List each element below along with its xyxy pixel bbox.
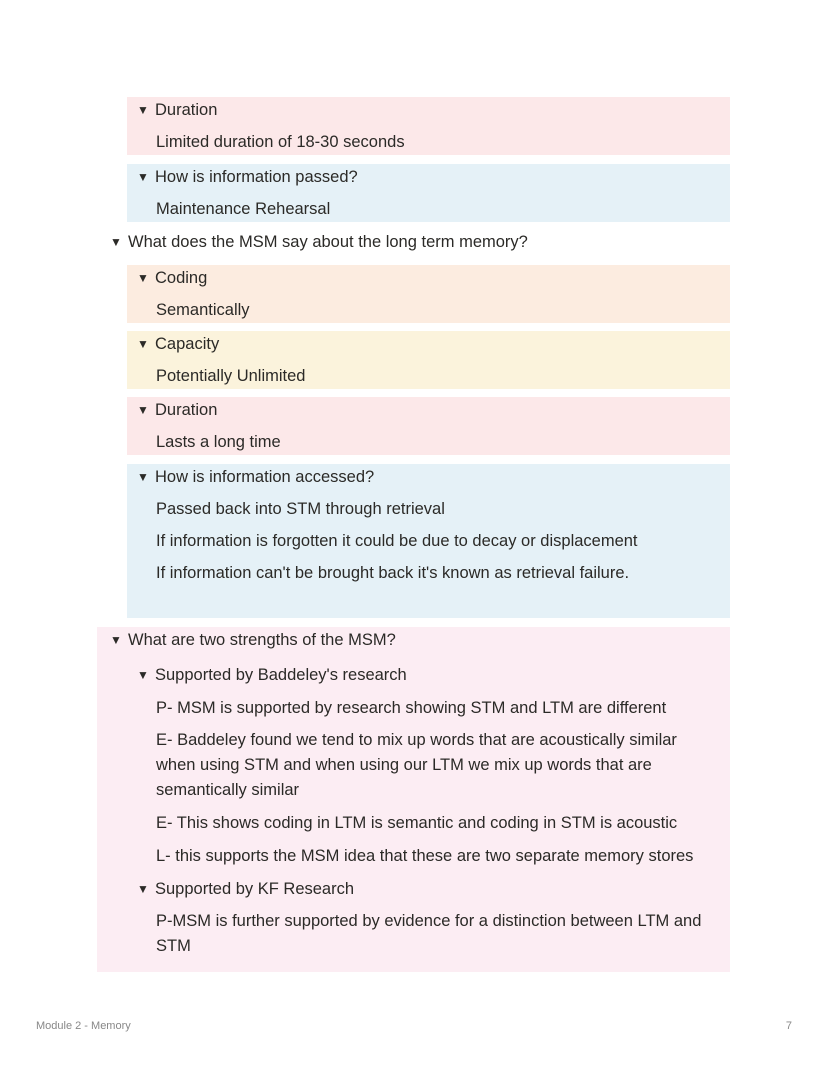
toggle-strengths	[97, 627, 730, 972]
toggle-title: How is information accessed?	[155, 468, 375, 486]
toggle-title: What are two strengths of the MSM?	[128, 631, 396, 649]
toggle-title: Coding	[155, 269, 208, 287]
toggle-text: P- MSM is supported by research showing STM and LTM are different	[156, 699, 667, 717]
toggle-stm-passed	[127, 164, 730, 222]
toggle-header[interactable]	[127, 464, 730, 490]
toggle-text: E- This shows coding in LTM is semantic and coding in STM is acoustic	[156, 814, 678, 832]
ltm-heading-toggle[interactable]	[110, 229, 528, 255]
toggle-text: Potentially Unlimited	[156, 367, 306, 385]
toggle-header[interactable]	[127, 331, 730, 357]
toggle-text: Semantically	[156, 301, 250, 319]
toggle-title: What does the MSM say about the long term memory?	[128, 233, 528, 251]
toggle-triangle-icon[interactable]: ▼	[137, 668, 149, 682]
toggle-triangle-icon[interactable]: ▼	[137, 337, 149, 351]
toggle-children	[97, 662, 730, 959]
toggle-ltm-capacity	[127, 331, 730, 389]
toggle-text: Passed back into STM through retrieval	[156, 500, 445, 518]
toggle-text: L- this supports the MSM idea that these are two separate memory stores	[156, 847, 694, 865]
toggle-triangle-icon[interactable]: ▼	[137, 103, 149, 117]
toggle-text: E- Baddeley found we tend to mix up words that are acoustically similar when using STM and when using our LTM we mix up words that are semantically similar	[156, 731, 677, 799]
toggle-baddeley-header[interactable]	[127, 662, 730, 688]
toggle-text: If information is forgotten it could be due to decay or displacement	[156, 532, 638, 550]
toggle-title: Supported by Baddeley's research	[155, 666, 407, 684]
toggle-header[interactable]	[127, 164, 730, 190]
toggle-title: Duration	[155, 401, 218, 419]
toggle-triangle-icon[interactable]: ▼	[137, 271, 149, 285]
toggle-triangle-icon[interactable]: ▼	[110, 633, 122, 647]
toggle-text: Lasts a long time	[156, 433, 281, 451]
toggle-triangle-icon[interactable]: ▼	[137, 403, 149, 417]
toggle-stm-duration	[127, 97, 730, 155]
toggle-triangle-icon[interactable]: ▼	[137, 470, 149, 484]
toggle-title: Supported by KF Research	[155, 880, 355, 898]
toggle-title: Duration	[155, 101, 218, 119]
toggle-text: Maintenance Rehearsal	[156, 200, 331, 218]
toggle-header[interactable]	[97, 627, 730, 653]
toggle-text: P-MSM is further supported by evidence for a distinction between LTM and STM	[156, 912, 702, 955]
toggle-title: Capacity	[155, 335, 220, 353]
toggle-ltm-duration	[127, 397, 730, 455]
toggle-header[interactable]	[127, 97, 730, 123]
toggle-kf-header[interactable]	[127, 876, 730, 902]
toggle-header[interactable]	[127, 397, 730, 423]
toggle-text: If information can't be brought back it's known as retrieval failure.	[156, 564, 630, 582]
toggle-ltm-coding	[127, 265, 730, 323]
toggle-triangle-icon[interactable]: ▼	[110, 235, 122, 249]
toggle-text: Limited duration of 18-30 seconds	[156, 133, 405, 151]
toggle-title: How is information passed?	[155, 168, 358, 186]
toggle-triangle-icon[interactable]: ▼	[137, 170, 149, 184]
toggle-triangle-icon[interactable]: ▼	[137, 882, 149, 896]
page-number: 7	[785, 1020, 792, 1032]
footer-title: Module 2 - Memory	[36, 1020, 131, 1032]
toggle-ltm-accessed	[127, 464, 730, 618]
toggle-header[interactable]	[127, 265, 730, 291]
